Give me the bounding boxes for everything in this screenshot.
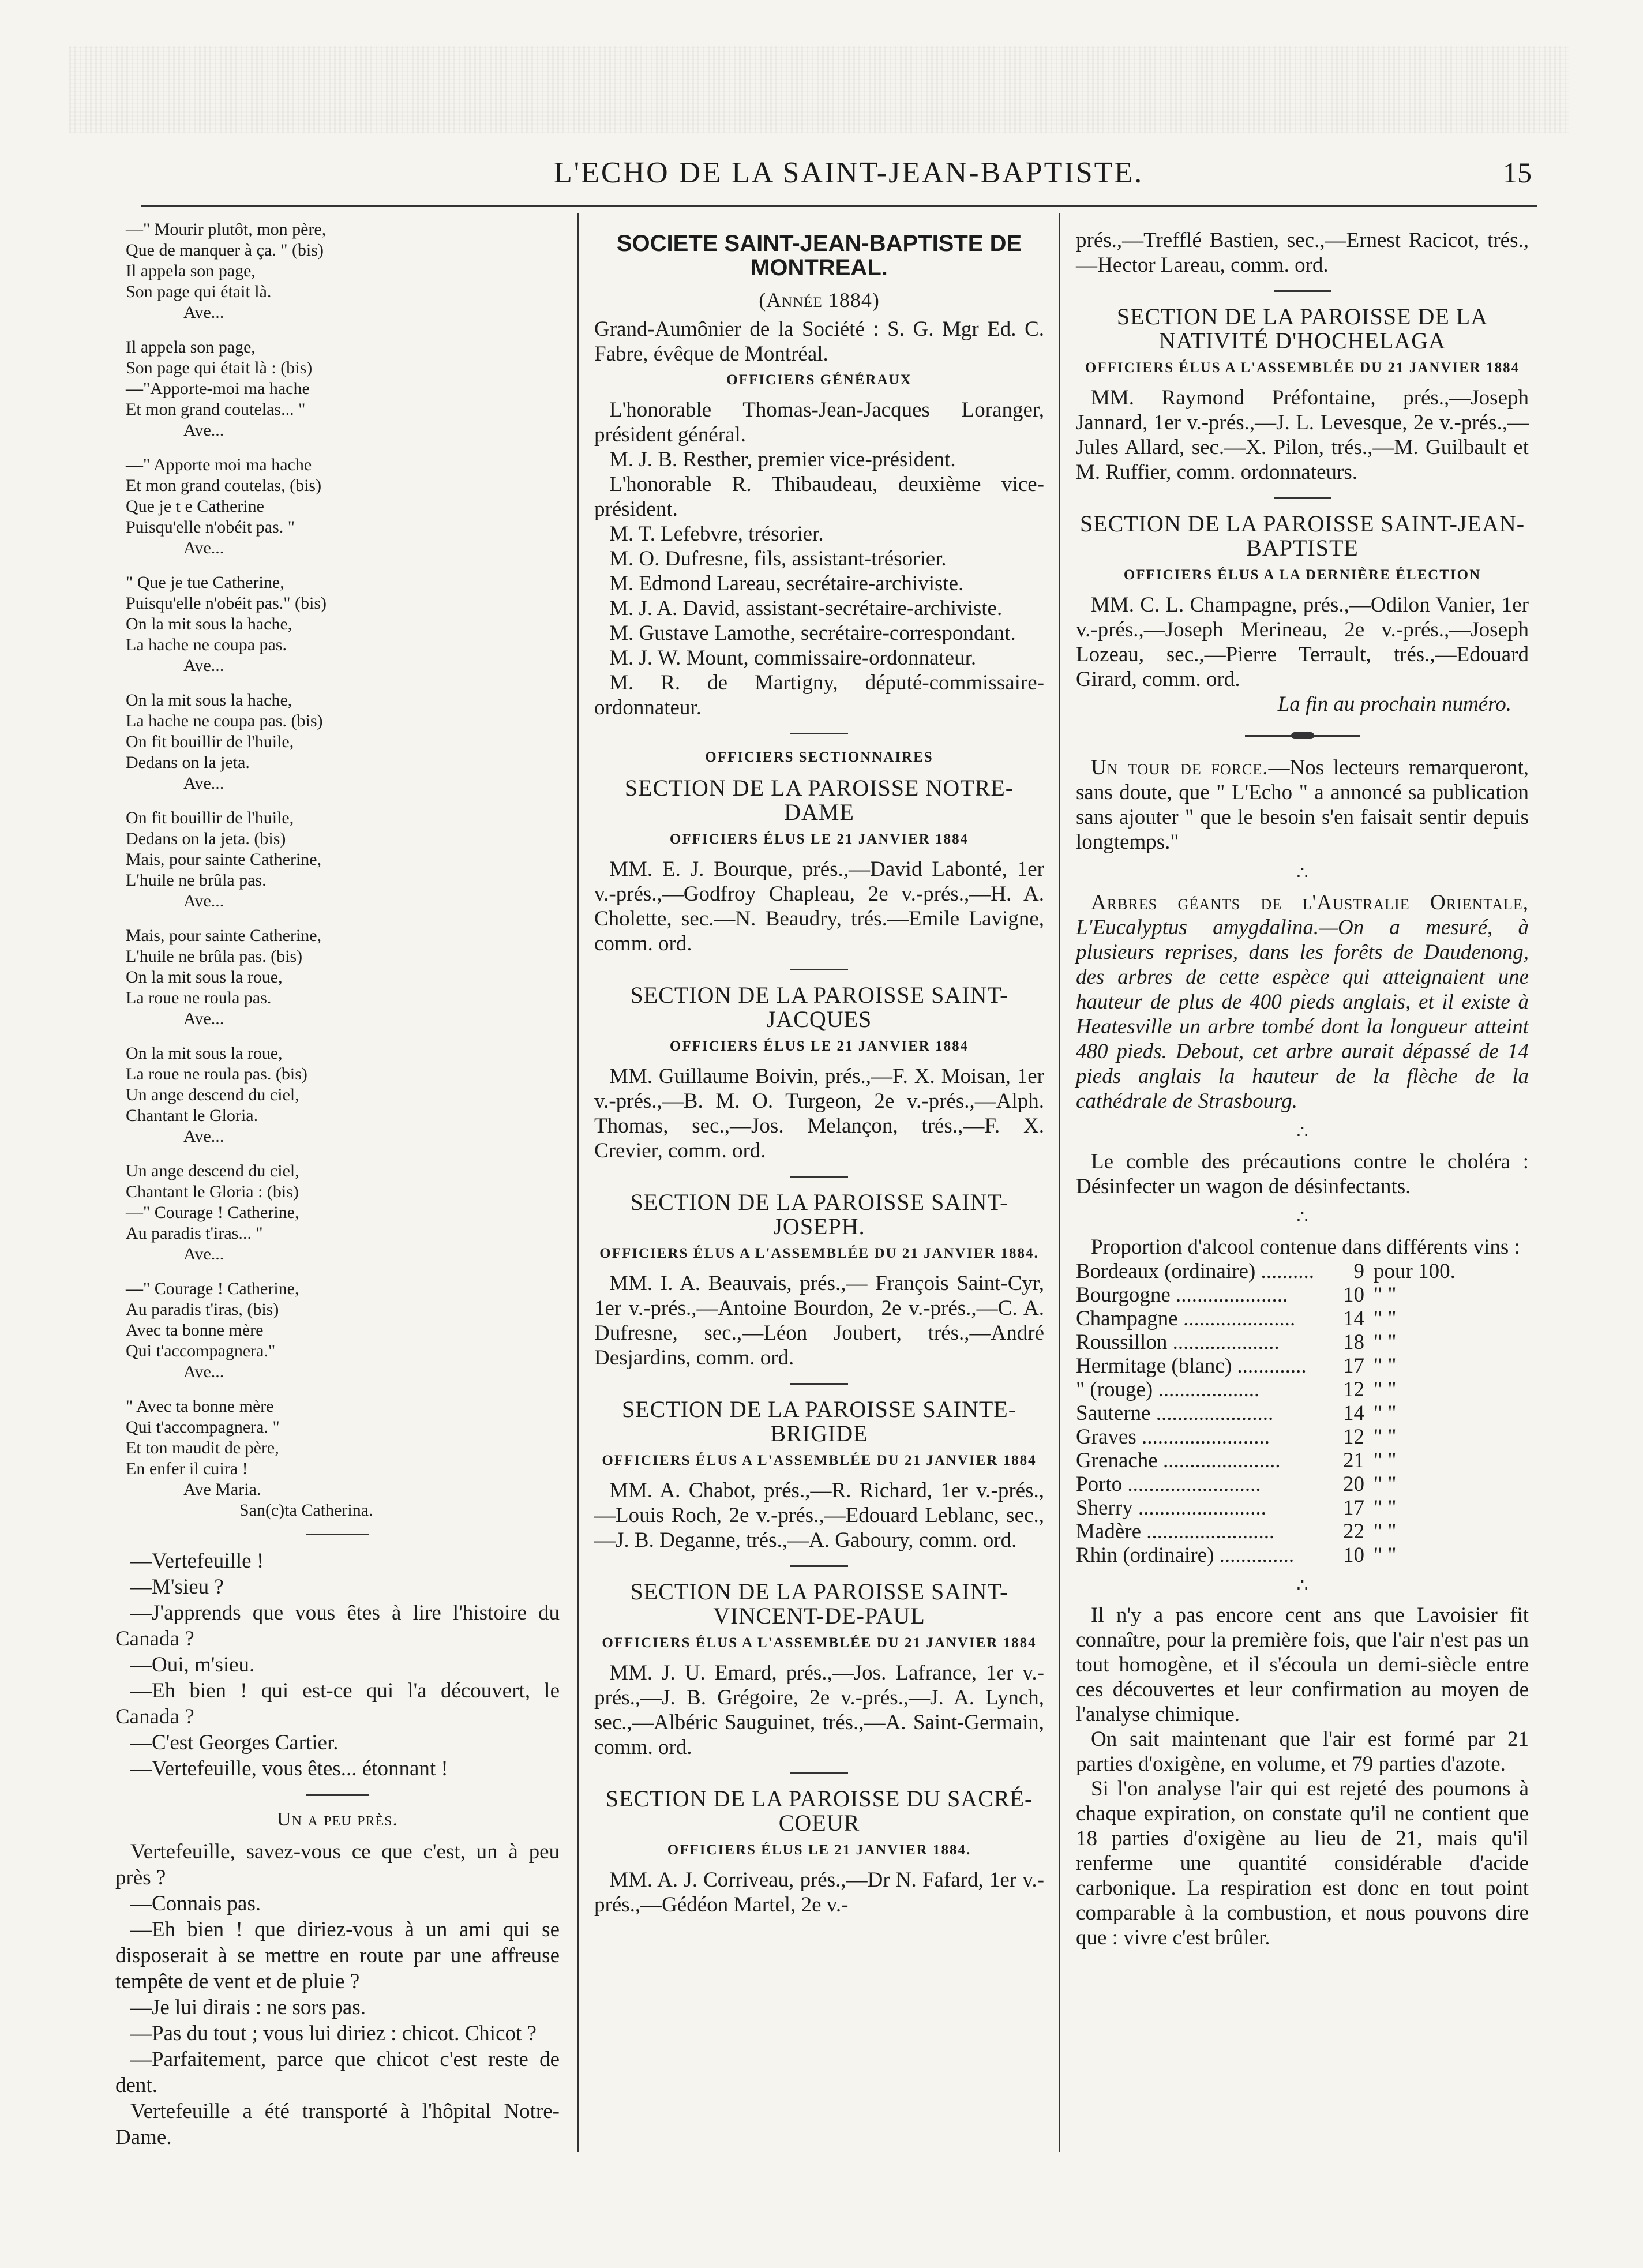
section-members-text: MM. C. L. Champagne, prés.,—Odilon Vanier, 1er v.-prés.,—Joseph Merineau, 2e v.-prés.,—Joseph Lozeau, sec.,—Pierre Terrault, trés.,—Edouard Girard, comm. ord. [1076, 593, 1529, 691]
tour-de-force-head: Un tour de force. [1091, 756, 1269, 779]
poem-refrain: Ave... [183, 538, 224, 557]
poem-stanza [115, 808, 560, 912]
section-title: SECTION DE LA PAROISSE SAINT-VINCENT-DE-PAUL [630, 1579, 1008, 1629]
section-members-text: MM. E. J. Bourque, prés.,—David Labonté, 1er v.-prés.,—Godfroy Chapleau, 2e v.-prés.,—H. A. Cholette, sec.—N. Beaudry, trés.—Emile Lavigne, comm. ord. [594, 857, 1044, 955]
section-members-text: MM. I. A. Beauvais, prés.,— François Saint-Cyr, 1er v.-prés.,—Antoine Bourdon, 2e v.-prés.,—C. A. Dufresne, sec.,—Léon Joubert, trés.,—André Desjardins, comm. ord. [594, 1272, 1044, 1370]
poem-line: —" Courage ! Catherine, [126, 1203, 299, 1222]
poem-refrain: Ave... [183, 774, 224, 793]
poem-line: " Avec ta bonne mère [126, 1397, 274, 1416]
poem-line: Qui t'accompagnera." [126, 1341, 276, 1360]
wine-row [1076, 1401, 1529, 1425]
wine-unit: pour 100. [1374, 1259, 1456, 1283]
wine-row [1076, 1259, 1529, 1283]
wine-value: 12 [1343, 1425, 1364, 1449]
wine-name: Roussillon .................... [1076, 1330, 1280, 1354]
wine-value: 21 [1343, 1449, 1364, 1472]
wine-table [1076, 1259, 1529, 1567]
poem-stanza [115, 925, 560, 1029]
wine-unit: " " [1374, 1283, 1397, 1307]
poem-line: Dedans on la jeta. (bis) [126, 829, 286, 848]
poem-line: Et ton maudit de père, [126, 1438, 279, 1457]
section-members-text: MM. A. Chabot, prés.,—R. Richard, 1er v.-prés.,—Louis Roch, 2e v.-prés.,—Edouard Leblanc, sec.,—J. B. Deganne, trés.,—A. Gaboury, comm. ord. [594, 1479, 1044, 1552]
divider [1274, 497, 1331, 499]
wine-value: 10 [1343, 1543, 1364, 1567]
tour-de-force-text: —Nos lecteurs remarqueront, sans doute, que " L'Echo " a annoncé sa publication sans ajouter " que le besoin s'en faisait sentir depuis longtemps." [1076, 756, 1529, 854]
poem-line: Avec ta bonne mère [126, 1321, 264, 1340]
poem-end: San(c)ta Catherina. [239, 1501, 373, 1520]
section-title: SECTION DE LA PAROISSE NOTRE-DAME [624, 775, 1014, 825]
wine-value: 20 [1343, 1472, 1364, 1496]
section-members [1076, 385, 1529, 485]
wine-name: Graves ........................ [1076, 1425, 1270, 1449]
poem-line: La hache ne coupa pas. [126, 635, 287, 654]
poem-line: Que je t e Catherine [126, 497, 264, 516]
wine-row [1076, 1283, 1529, 1307]
poem-stanza [115, 1161, 560, 1265]
divider [790, 1772, 848, 1774]
arbres-geants [1076, 890, 1529, 1114]
poem-refrain: Ave... [183, 421, 224, 440]
poem-line: On fit bouillir de l'huile, [126, 808, 294, 827]
poem-stanza [115, 1043, 560, 1147]
sections-list [1076, 305, 1529, 692]
wine-name: Bourgogne ..................... [1076, 1283, 1288, 1307]
wine-value: 17 [1343, 1496, 1364, 1520]
wine-name: Sherry ........................ [1076, 1496, 1266, 1520]
separator-stars: ∴ [1296, 862, 1308, 883]
poem-stanza [115, 337, 560, 441]
wine-unit: " " [1374, 1472, 1397, 1496]
wine-unit: " " [1374, 1354, 1397, 1378]
divider [790, 1383, 848, 1385]
poem-line: —" Mourir plutôt, mon père, [126, 220, 327, 239]
wine-row [1076, 1425, 1529, 1449]
dialog-vertefeuille [115, 1548, 560, 1782]
wine-value: 12 [1343, 1378, 1364, 1401]
poem-line: Son page qui était là. [126, 282, 272, 301]
sections-list [594, 776, 1044, 1917]
cholera: Le comble des précautions contre le choléra : Désinfecter un wagon de désinfectants. [1076, 1150, 1529, 1198]
wine-row [1076, 1378, 1529, 1401]
wine-value: 10 [1343, 1283, 1364, 1307]
section-elected: OFFICIERS ÉLUS A LA DERNIÈRE ÉLECTION [1123, 567, 1481, 583]
poem-refrain: Ave... [183, 1362, 224, 1381]
section-members-text: MM. Guillaume Boivin, prés.,—F. X. Moisan, 1er v.-prés.,—B. M. O. Turgeon, 2e v.-prés.,—Alph. Thomas, sec.,—Jos. Melançon, trés.,—F. X. Crevier, comm. ord. [594, 1064, 1044, 1163]
divider [790, 733, 848, 734]
poem-line: Il appela son page, [126, 261, 256, 280]
wine-value: 18 [1343, 1330, 1364, 1354]
officer-entry: M. T. Lefebvre, trésorier. [609, 522, 824, 546]
wine-name: Porto ......................... [1076, 1472, 1261, 1496]
section-members [1076, 593, 1529, 692]
section-elected: OFFICIERS ÉLUS LE 21 JANVIER 1884. [667, 1842, 971, 1858]
wine-value: 22 [1343, 1520, 1364, 1543]
dialog-line: —M'sieu ? [130, 1575, 224, 1599]
poem-line: Dedans on la jeta. [126, 753, 250, 772]
wine-row [1076, 1543, 1529, 1567]
section-elected: OFFICIERS ÉLUS LE 21 JANVIER 1884 [669, 1039, 969, 1054]
dialog-line: —Eh bien ! que diriez-vous à un ami qui se disposerait à se mettre en route par une affreuse tempête de vent et de pluie ? [115, 1918, 560, 1993]
section-members [594, 1478, 1044, 1553]
section-title: SECTION DE LA PAROISSE DU SACRÉ-COEUR [605, 1786, 1033, 1836]
section-elected: OFFICIERS ÉLUS LE 21 JANVIER 1884 [669, 831, 969, 847]
dialog-line: Vertefeuille a été transporté à l'hôpital Notre-Dame. [115, 2100, 560, 2149]
officer-entry: M. Edmond Lareau, secrétaire-archiviste. [609, 572, 964, 595]
tour-de-force [1076, 755, 1529, 854]
section-title: SECTION DE LA PAROISSE SAINT-JOSEPH. [630, 1189, 1008, 1239]
dialog-line: —Parfaitement, parce que chicot c'est reste de dent. [115, 2048, 560, 2097]
poem-refrain: Ave... [183, 656, 224, 675]
arbres-text: L'Eucalyptus amygdalina.—On a mesuré, à plusieurs reprises, dans les forêts de Daudenong, des arbres de cette espèce qui atteignaient une hauteur de plus de 400 pieds anglais, et il existe à Heatesville un arbre tombé dont la longueur atteint 480 pieds. Debout, cet arbre aurait dépassé de 14 pieds anglais la hauteur de la flèche de la cathédrale de Strasbourg. [1076, 916, 1529, 1113]
poem-refrain: Ave... [183, 891, 224, 910]
column-rule-1 [577, 213, 579, 2152]
poem-line: " Que je tue Catherine, [126, 573, 284, 592]
wine-unit: " " [1374, 1378, 1397, 1401]
wine-row [1076, 1354, 1529, 1378]
poem-line: La hache ne coupa pas. (bis) [126, 711, 323, 730]
wine-name: Madère ........................ [1076, 1520, 1275, 1543]
dialog-line: —Vertefeuille ! [130, 1549, 264, 1573]
column-3 [1076, 228, 1529, 1950]
section-members [594, 857, 1044, 956]
aumonier: Grand-Aumônier de la Société : S. G. Mgr Ed. C. Fabre, évêque de Montréal. [594, 317, 1044, 366]
section-members [594, 1868, 1044, 1917]
poem-line: L'huile ne brûla pas. [126, 871, 267, 890]
officer-entry: M. J. B. Resther, premier vice-président. [609, 448, 956, 471]
divider [790, 1565, 848, 1567]
society-title: SOCIETE SAINT-JEAN-BAPTISTE DE MONTREAL. [616, 231, 1022, 280]
arbres-head: Arbres géants de l'Australie Orientale, [1091, 891, 1529, 914]
poem-line: Au paradis t'iras... " [126, 1224, 263, 1243]
section-members-text: MM. A. J. Corriveau, prés.,—Dr N. Fafard, 1er v.-prés.,—Gédéon Martel, 2e v.- [594, 1868, 1044, 1917]
poem-stanza [115, 1396, 560, 1500]
wine-unit: " " [1374, 1401, 1397, 1425]
divider [1274, 290, 1331, 292]
wine-name: " (rouge) ................... [1076, 1378, 1260, 1401]
dialog-line: —C'est Georges Cartier. [130, 1731, 339, 1755]
wine-unit: " " [1374, 1449, 1397, 1472]
dialog-line: —J'apprends que vous êtes à lire l'histoire du Canada ? [115, 1601, 560, 1651]
section-title: SECTION DE LA PAROISSE SAINT-JACQUES [630, 982, 1008, 1032]
paragraph: Il n'y a pas encore cent ans que Lavoisier fit connaître, pour la première fois, que l'air n'est pas un tout homogène, et il s'écoula un demi-siècle entre ces découvertes et leur confirmation au moyen de l'analyse chimique. [1076, 1603, 1529, 1726]
dialog-line: Vertefeuille, savez-vous ce que c'est, un à peu près ? [115, 1840, 560, 1890]
separator-stars: ∴ [1296, 1121, 1308, 1142]
section-members [594, 1271, 1044, 1370]
poem-line: On la mit sous la hache, [126, 691, 292, 710]
alcool-intro: Proportion d'alcool contenue dans différents vins : [1091, 1235, 1520, 1259]
wine-value: 9 [1353, 1259, 1364, 1283]
suite-note: La fin au prochain numéro. [1277, 692, 1511, 716]
section-elected: OFFICIERS ÉLUS A L'ASSEMBLÉE DU 21 JANVIER 1884 [1085, 360, 1520, 376]
paragraph: Si l'on analyse l'air qui est rejeté des poumons à chaque expiration, on constate qu'il ne contient que 18 parties d'oxigène au lieu de 21, mais qu'il renferme une quantité considérable d'acide carbonique. La respiration est donc en tout point comparable à la combustion, et nous pouvons dire que : vivre c'est brûler. [1076, 1777, 1529, 1950]
poem-refrain: Ave... [183, 1244, 224, 1264]
poem [115, 219, 560, 1500]
wine-unit: " " [1374, 1307, 1397, 1330]
un-a-peu-pres-title: Un a peu près. [277, 1809, 398, 1830]
column-rule-2 [1059, 213, 1060, 2152]
poem-line: —" Courage ! Catherine, [126, 1279, 299, 1298]
wine-row [1076, 1520, 1529, 1543]
lavoisier [1076, 1603, 1529, 1950]
section-members [594, 1660, 1044, 1760]
officiers-generaux-title: OFFICIERS GÉNÉRAUX [726, 372, 912, 388]
wine-name: Rhin (ordinaire) .............. [1076, 1543, 1295, 1567]
poem-line: On la mit sous la hache, [126, 614, 292, 633]
section-elected: OFFICIERS ÉLUS A L'ASSEMBLÉE DU 21 JANVIER 1884. [599, 1246, 1039, 1261]
separator-stars: ∴ [1296, 1575, 1308, 1595]
wine-value: 14 [1343, 1401, 1364, 1425]
section-members-text: MM. J. U. Emard, prés.,—Jos. Lafrance, 1er v.-prés.,—J. B. Grégoire, 2e v.-prés.,—J. A. Lynch, sec.,—Albéric Sauguinet, trés.,—A. Saint-Germain, comm. ord. [594, 1661, 1044, 1759]
poem-stanza [115, 455, 560, 558]
divider [790, 969, 848, 970]
officer-entry: M. Gustave Lamothe, secrétaire-correspondant. [609, 621, 1016, 645]
continued-text: prés.,—Trefflé Bastien, sec.,—Ernest Racicot, trés.,—Hector Lareau, comm. ord. [1076, 228, 1529, 277]
poem-refrain: Ave... [183, 1127, 224, 1146]
poem-stanza [115, 1279, 560, 1382]
wine-row [1076, 1449, 1529, 1472]
officer-entry: L'honorable Thomas-Jean-Jacques Loranger, président général. [594, 398, 1044, 447]
poem-line: Qui t'accompagnera. " [126, 1418, 280, 1437]
officer-entry: L'honorable R. Thibaudeau, deuxième vice-président. [594, 473, 1044, 521]
officiers-sectionnaires-title: OFFICIERS SECTIONNAIRES [705, 749, 933, 765]
poem-line: Puisqu'elle n'obéit pas." (bis) [126, 594, 327, 613]
page-number: 15 [1503, 156, 1532, 189]
scan-noise [69, 46, 1569, 133]
divider [790, 1176, 848, 1178]
poem-line: La roue ne roula pas. (bis) [126, 1064, 307, 1084]
poem-line: On la mit sous la roue, [126, 1044, 283, 1063]
wine-value: 17 [1343, 1354, 1364, 1378]
poem-line: Il appela son page, [126, 338, 256, 357]
poem-stanza [115, 572, 560, 676]
officer-entry: M. J. W. Mount, commissaire-ordonnateur. [609, 646, 977, 670]
page-header-title: L'ECHO DE LA SAINT-JEAN-BAPTISTE. [554, 156, 1144, 189]
poem-line: Un ange descend du ciel, [126, 1161, 299, 1180]
poem-line: Chantant le Gloria : (bis) [126, 1182, 299, 1201]
wine-unit: " " [1374, 1425, 1397, 1449]
section-title: SECTION DE LA PAROISSE SAINTE-BRIGIDE [621, 1396, 1017, 1446]
dialog-line: —Connais pas. [130, 1892, 261, 1915]
poem-line: Chantant le Gloria. [126, 1106, 258, 1125]
poem-line: On la mit sous la roue, [126, 968, 283, 987]
poem-stanza [115, 219, 560, 323]
wine-row [1076, 1330, 1529, 1354]
wine-unit: " " [1374, 1496, 1397, 1520]
section-members [594, 1064, 1044, 1163]
section-elected: OFFICIERS ÉLUS A L'ASSEMBLÉE DU 21 JANVIER 1884 [602, 1453, 1037, 1468]
poem-line: On fit bouillir de l'huile, [126, 732, 294, 751]
year: (Année 1884) [759, 288, 880, 312]
wine-value: 14 [1343, 1307, 1364, 1330]
ornament-divider [1245, 735, 1360, 737]
wine-name: Hermitage (blanc) ............. [1076, 1354, 1307, 1378]
wine-unit: " " [1374, 1520, 1397, 1543]
column-2 [594, 228, 1044, 1917]
wine-name: Champagne ..................... [1076, 1307, 1296, 1330]
wine-row [1076, 1472, 1529, 1496]
poem-line: —" Apporte moi ma hache [126, 455, 312, 474]
section-title: SECTION DE LA PAROISSE SAINT-JEAN-BAPTISTE [1079, 511, 1525, 561]
poem-line: Que de manquer à ça. " (bis) [126, 241, 324, 260]
poem-refrain: Ave... [183, 303, 224, 322]
poem-line: Son page qui était là : (bis) [126, 358, 313, 377]
officiers-generaux-list [594, 398, 1044, 720]
poem-line: L'huile ne brûla pas. (bis) [126, 947, 303, 966]
dialog-line: —Je lui dirais : ne sors pas. [130, 1996, 366, 2019]
column-1 [115, 219, 560, 2150]
dialog-line: —Pas du tout ; vous lui diriez : chicot. Chicot ? [130, 2022, 537, 2045]
poem-line: Mais, pour sainte Catherine, [126, 850, 322, 869]
header-rule [141, 205, 1537, 207]
poem-line: Mais, pour sainte Catherine, [126, 926, 322, 945]
officer-entry: M. J. A. David, assistant-secrétaire-archiviste. [609, 597, 1003, 620]
poem-stanza [115, 690, 560, 794]
officer-entry: M. O. Dufresne, fils, assistant-trésorier. [609, 547, 947, 571]
paragraph: On sait maintenant que l'air est formé par 21 parties d'oxigène, en volume, et 79 parties d'azote. [1076, 1727, 1529, 1776]
wine-row [1076, 1496, 1529, 1520]
poem-line: —"Apporte-moi ma hache [126, 379, 310, 398]
poem-line: La roue ne roula pas. [126, 988, 272, 1007]
section-title: SECTION DE LA PAROISSE DE LA NATIVITÉ D'HOCHELAGA [1116, 303, 1488, 354]
wine-name: Sauterne ...................... [1076, 1401, 1274, 1425]
wine-name: Grenache ...................... [1076, 1449, 1281, 1472]
poem-line: Et mon grand coutelas, (bis) [126, 476, 322, 495]
wine-unit: " " [1374, 1543, 1397, 1567]
poem-refrain: Ave... [183, 1009, 224, 1028]
poem-line: Et mon grand coutelas... " [126, 400, 306, 419]
dialog-line: —Eh bien ! qui est-ce qui l'a découvert, le Canada ? [115, 1679, 560, 1729]
poem-line: Un ange descend du ciel, [126, 1085, 299, 1104]
section-members-text: MM. Raymond Préfontaine, prés.,—Joseph Jannard, 1er v.-prés.,—J. L. Levesque, 2e v.-prés.,—Jules Allard, sec.—X. Pilon, trés.,—M. Guilbault et M. Ruffier, comm. ordonnateurs. [1076, 386, 1529, 484]
wine-row [1076, 1307, 1529, 1330]
wine-unit: " " [1374, 1330, 1397, 1354]
poem-refrain: Ave Maria. [183, 1480, 261, 1499]
dialog-chicot [115, 1839, 560, 2150]
officer-entry: M. R. de Martigny, député-commissaire-ordonnateur. [594, 671, 1044, 719]
dialog-line: —Oui, m'sieu. [130, 1653, 255, 1677]
poem-line: Puisqu'elle n'obéit pas. " [126, 518, 295, 537]
divider [306, 1534, 369, 1535]
dialog-line: —Vertefeuille, vous êtes... étonnant ! [130, 1757, 448, 1780]
section-elected: OFFICIERS ÉLUS A L'ASSEMBLÉE DU 21 JANVIER 1884 [602, 1635, 1037, 1651]
wine-name: Bordeaux (ordinaire) .......... [1076, 1259, 1315, 1283]
separator-stars: ∴ [1296, 1206, 1308, 1227]
poem-line: Au paradis t'iras, (bis) [126, 1300, 279, 1319]
divider [306, 1794, 369, 1796]
poem-line: En enfer il cuira ! [126, 1459, 248, 1478]
